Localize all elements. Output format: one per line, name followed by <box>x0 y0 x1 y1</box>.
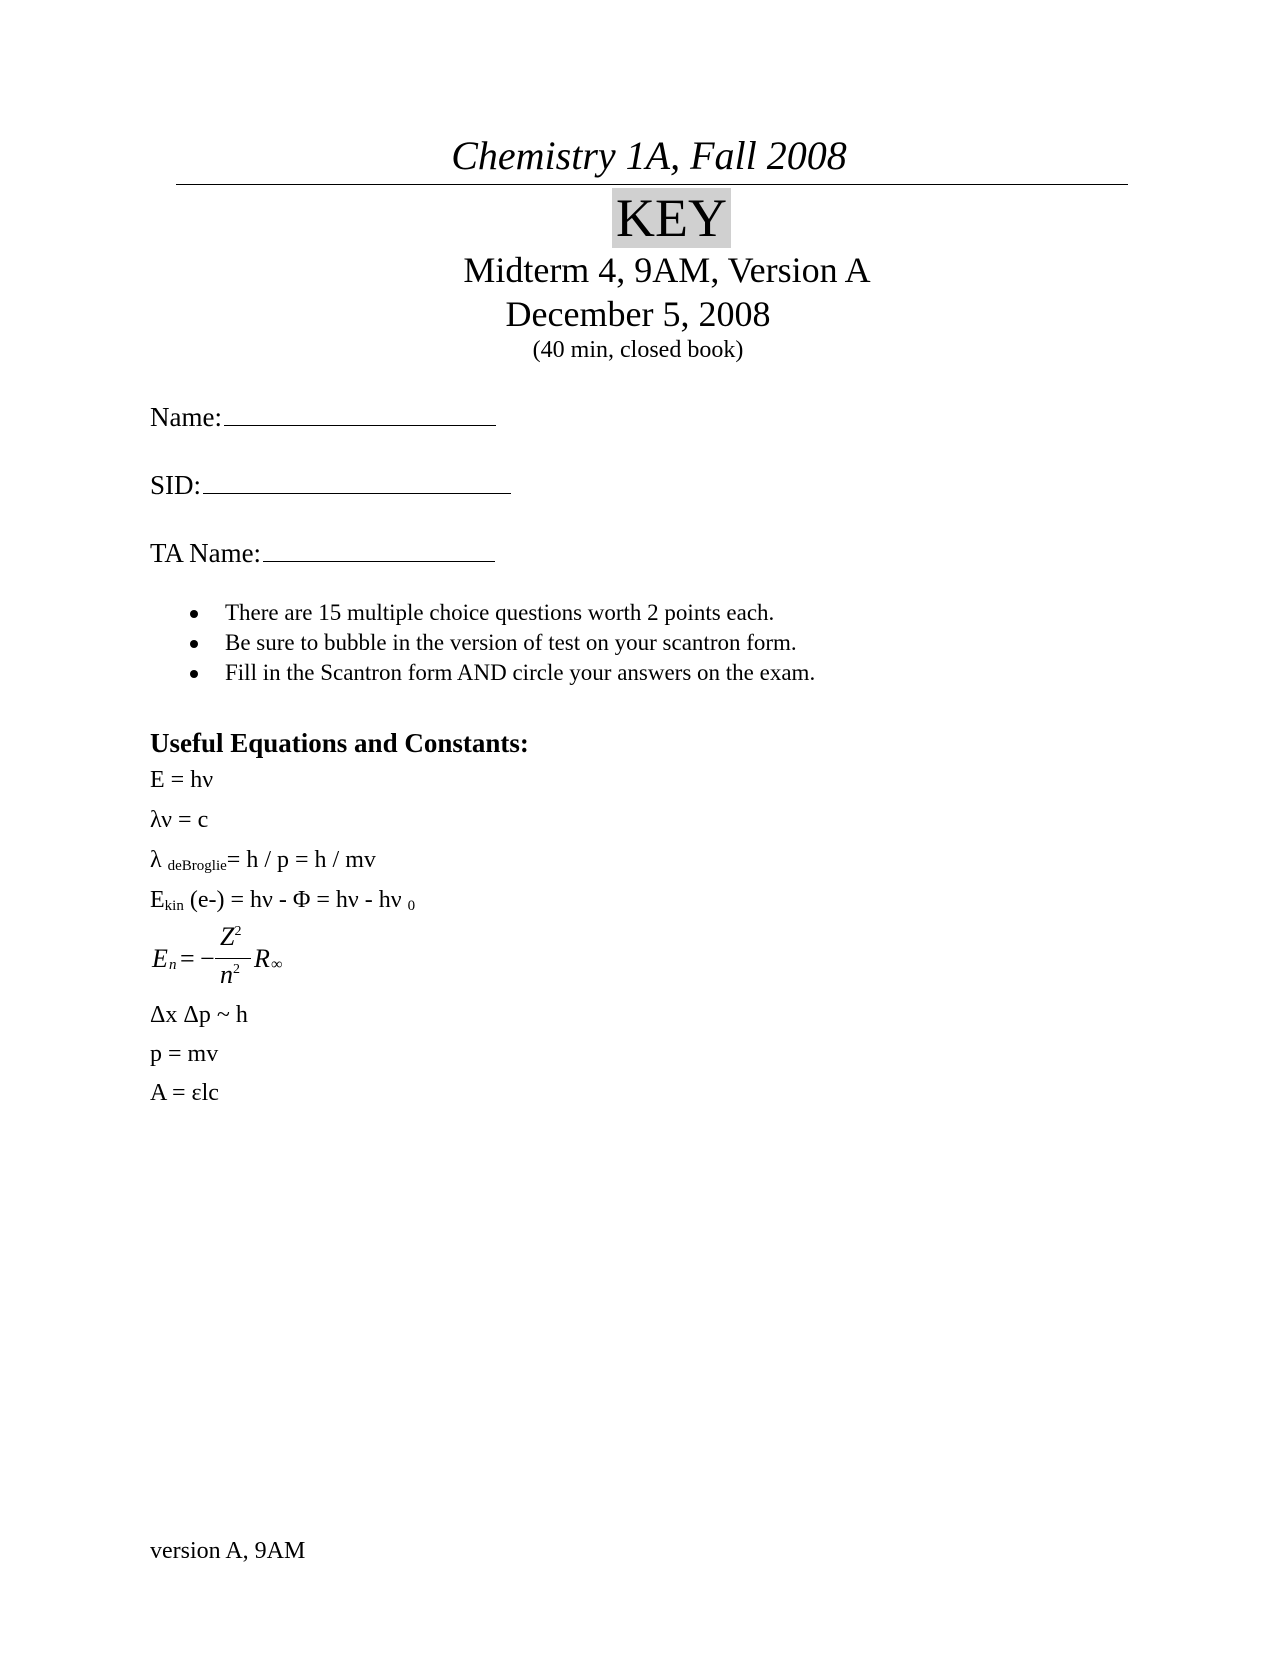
energy-level-numerator <box>220 922 241 952</box>
ta-name-blank-line[interactable] <box>263 560 495 562</box>
equation-wave-speed: λν = c <box>150 807 209 833</box>
name-label: Name: <box>150 402 222 432</box>
energy-level-equals: = <box>180 944 195 973</box>
name-blank-line[interactable] <box>224 424 496 426</box>
ta-name-field[interactable] <box>150 536 495 570</box>
instruction-text: Fill in the Scantron form AND circle your answers on the exam. <box>225 660 816 685</box>
rydberg-r: R <box>254 944 270 973</box>
equation-beer-lambert: A = εlc <box>150 1080 219 1106</box>
fraction-bar <box>215 958 251 959</box>
sid-field[interactable] <box>150 468 511 502</box>
title-rule <box>176 184 1128 185</box>
exam-title: Midterm 4, 9AM, Version A <box>463 250 871 290</box>
instruction-item <box>178 598 815 628</box>
equations-heading: Useful Equations and Constants: <box>150 728 529 758</box>
de-broglie-subscript: deBroglie <box>167 858 227 874</box>
denominator-n: n <box>220 960 233 989</box>
bullet-icon <box>190 670 198 678</box>
energy-level-n-subscript: n <box>169 957 177 973</box>
bullet-icon <box>190 640 198 648</box>
equation-de-broglie <box>150 845 376 881</box>
photoelectric-rest: (e-) = hν - Φ = hν - hν <box>183 887 402 913</box>
photoelectric-kin-subscript: kin <box>164 898 184 914</box>
rydberg-infinity-subscript: ∞ <box>271 956 283 973</box>
numerator-z: Z <box>220 922 235 951</box>
energy-level-denominator <box>220 960 240 990</box>
key-label: KEY <box>612 188 731 248</box>
name-field[interactable] <box>150 400 496 434</box>
numerator-exponent: 2 <box>234 924 242 939</box>
instruction-item <box>178 658 815 688</box>
sid-blank-line[interactable] <box>203 492 511 494</box>
de-broglie-lambda: λ <box>150 847 162 873</box>
exam-date: December 5, 2008 <box>505 294 771 334</box>
photoelectric-zero-subscript: 0 <box>407 898 416 914</box>
bullet-icon <box>190 610 198 618</box>
equation-uncertainty: Δx Δp ~ h <box>150 1002 248 1028</box>
equation-momentum: p = mv <box>150 1041 219 1067</box>
exam-note: (40 min, closed book) <box>532 337 744 363</box>
photoelectric-e: E <box>150 887 165 913</box>
equation-energy-level <box>152 922 292 990</box>
equation-photoelectric <box>150 885 415 921</box>
sid-label: SID: <box>150 470 202 500</box>
course-title: Chemistry 1A, Fall 2008 <box>451 133 847 178</box>
instruction-item <box>178 628 815 658</box>
energy-level-minus: − <box>200 944 215 973</box>
footer-version: version A, 9AM <box>150 1538 306 1564</box>
ta-name-label: TA Name: <box>150 538 262 568</box>
instruction-text: There are 15 multiple choice questions worth 2 points each. <box>225 600 775 625</box>
denominator-exponent: 2 <box>233 962 240 977</box>
instruction-text: Be sure to bubble in the version of test on your scantron form. <box>225 630 797 655</box>
equation-photon-energy: E = hν <box>150 767 214 793</box>
de-broglie-rest: = h / p = h / mv <box>226 847 376 873</box>
instructions-list <box>178 598 815 688</box>
energy-level-e: E <box>152 944 168 973</box>
